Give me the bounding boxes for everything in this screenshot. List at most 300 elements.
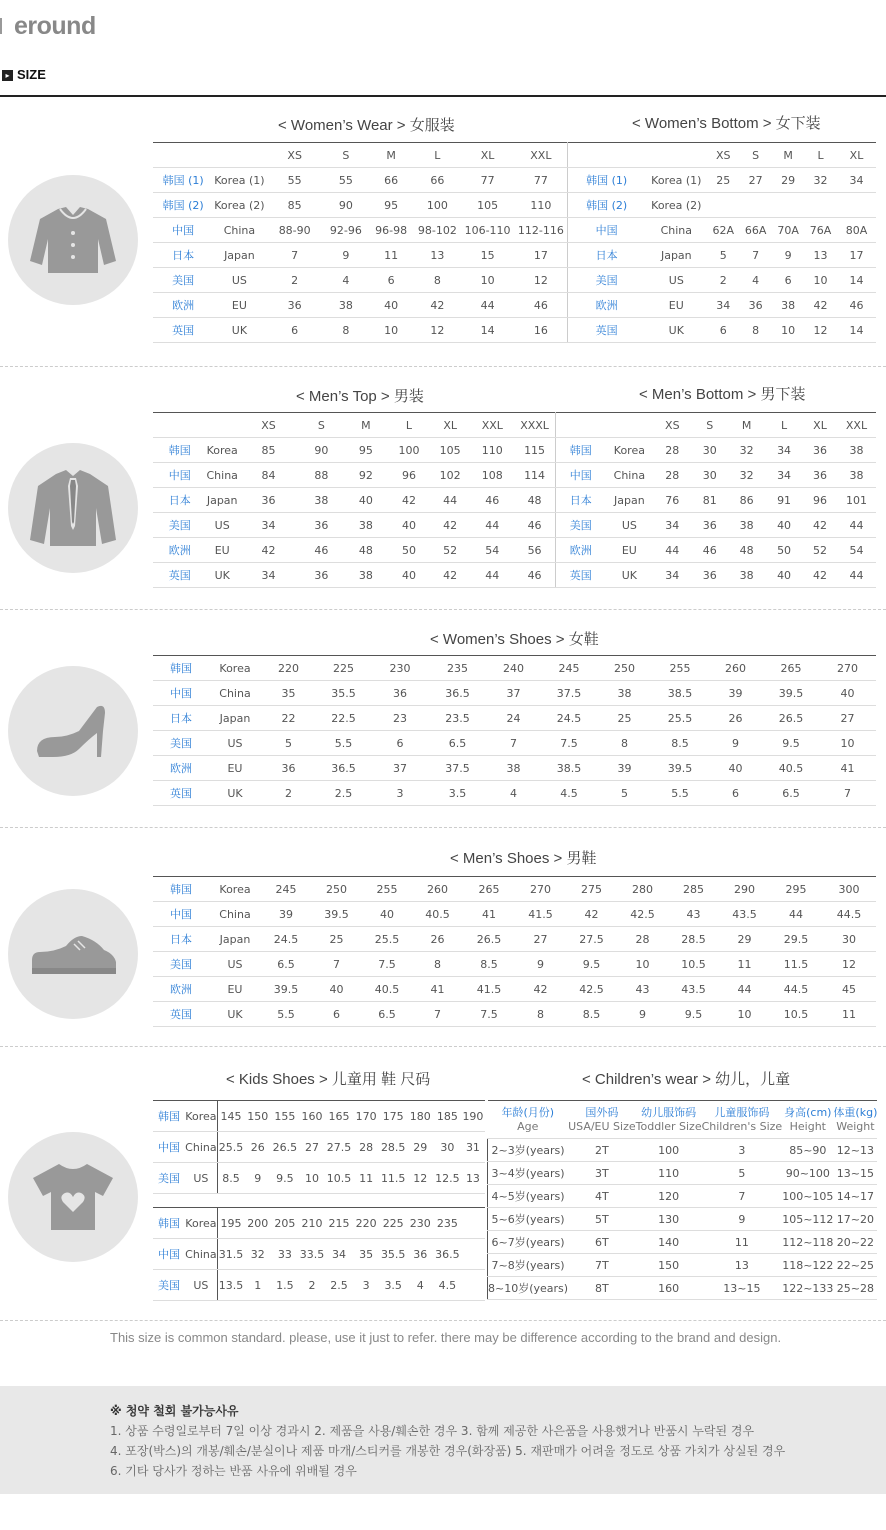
column-header-cn: 国外码 [585,1105,619,1119]
size-value: 44.5 [822,902,876,927]
column-header-cn: 幼儿服饰码 [641,1105,697,1119]
country-cn-label: 欧洲 [153,293,213,318]
size-value: 96 [388,463,430,488]
size-value: 270 [819,656,876,681]
size-value: 220 [261,656,316,681]
size-value: 215 [326,1208,353,1239]
size-value: 37.5 [541,681,597,706]
size-value: 17~20 [833,1208,877,1231]
column-header: XS [707,143,739,168]
size-value: 40 [388,513,430,538]
size-value: 52 [430,538,471,563]
size-value: 27.5 [326,1132,353,1163]
childrens-wear-title: < Children’s wear > 幼儿，儿童 [582,1071,791,1088]
column-header: M [368,143,414,168]
size-value: 44 [430,488,471,513]
country-en-label: Japan [213,243,265,268]
size-value: 235 [434,1208,461,1239]
size-value: 36 [803,463,837,488]
size-value: 275 [566,877,617,902]
country-cn-label: 美国 [153,1163,185,1194]
country-cn-label: 日本 [568,243,646,268]
mens-shoes-title: < Men’s Shoes > 男鞋 [450,850,597,867]
size-value: 44 [837,513,876,538]
country-en-label: EU [209,977,261,1002]
size-value: 34 [238,513,299,538]
size-value: 9 [702,1208,783,1231]
size-value: 28 [653,438,691,463]
country-en-label: EU [605,538,653,563]
size-value: 110 [515,193,567,218]
size-value: 160 [298,1101,325,1132]
country-en-label: US [185,1270,217,1301]
size-value: 2 [298,1270,325,1301]
size-value: 40 [765,513,803,538]
size-value: 40 [819,681,876,706]
size-value: 48 [344,538,389,563]
size-value: 10 [368,318,414,343]
size-value: 25 [311,927,362,952]
size-value: 8.5 [463,952,515,977]
table-row [556,438,877,463]
size-value: 38 [597,681,652,706]
column-header: S [299,413,344,438]
column-header: XS [266,143,324,168]
size-value: 35.5 [316,681,371,706]
size-value: 36 [407,1239,434,1270]
size-value: 6 [707,318,739,343]
size-value: 34 [765,463,803,488]
size-value: 41.5 [515,902,566,927]
size-value: 36.5 [429,681,486,706]
size-value: 3.5 [380,1270,407,1301]
size-value: 90 [299,438,344,463]
size-value [739,193,772,218]
country-en-label: China [209,681,261,706]
size-value: 7 [819,781,876,806]
size-value: 130 [636,1208,702,1231]
size-value: 7 [311,952,362,977]
size-value: 12.5 [434,1163,461,1194]
column-header [153,413,206,438]
size-value: 7.5 [541,731,597,756]
country-en-label: UK [209,781,261,806]
size-value: 43.5 [719,902,770,927]
table-row [488,1208,878,1231]
size-value: 108 [470,463,514,488]
size-value: 24 [486,706,541,731]
size-value: 280 [617,877,668,902]
size-value: 96 [803,488,837,513]
womens-wear-table [153,142,567,343]
column-header [702,1101,783,1139]
size-value: 33 [271,1239,298,1270]
size-value: 7T [568,1254,636,1277]
column-header: L [765,413,803,438]
size-value: 27 [515,927,566,952]
size-value: 10.5 [668,952,719,977]
size-value: 40 [388,563,430,588]
size-value: 120 [636,1185,702,1208]
size-value: 10 [772,318,804,343]
column-header [213,143,265,168]
size-value: 2 [261,781,316,806]
size-value: 42 [430,563,471,588]
footer-line: 6. 기타 당사가 정하는 반품 사유에 위배될 경우 [110,1464,357,1478]
size-value: 25.5 [362,927,412,952]
size-value: 10 [819,731,876,756]
size-value: 29 [772,168,804,193]
size-value: 100 [636,1139,702,1162]
size-value: 7 [412,1002,463,1027]
size-value: 2 [266,268,324,293]
size-value: 28 [353,1132,380,1163]
size-value: 36 [739,293,772,318]
size-value: 6 [368,268,414,293]
size-value: 44 [719,977,770,1002]
size-value: 250 [597,656,652,681]
size-value: 50 [388,538,430,563]
size-value: 5 [702,1162,783,1185]
size-value: 34 [326,1239,353,1270]
size-value: 90~100 [782,1162,833,1185]
table-row [153,681,876,706]
size-value: 118~122 [782,1254,833,1277]
size-value: 5.5 [316,731,371,756]
country-cn-label: 韩国 [153,1208,185,1239]
size-value: 115 [514,438,555,463]
size-value: 85 [266,193,324,218]
size-value: 76 [653,488,691,513]
size-value: 81 [691,488,728,513]
size-value [461,1270,485,1301]
size-value: 38 [728,513,765,538]
country-cn-label: 美国 [153,1270,185,1301]
size-value: 37.5 [429,756,486,781]
size-value: 105~112 [782,1208,833,1231]
size-value: 22.5 [316,706,371,731]
size-value: 225 [380,1208,407,1239]
size-value: 38 [772,293,804,318]
size-value: 11 [822,1002,876,1027]
size-value: 41 [412,977,463,1002]
size-value: 114 [514,463,555,488]
size-value: 2 [707,268,739,293]
size-value: 32 [728,438,765,463]
country-en-label: US [213,268,265,293]
size-value: 170 [353,1101,380,1132]
size-value: 295 [770,877,822,902]
size-value: 25~28 [833,1277,877,1300]
size-value: 6 [311,1002,362,1027]
size-value: 106-110 [460,218,514,243]
table-row [488,1139,878,1162]
size-value: 27 [819,706,876,731]
size-value: 46 [299,538,344,563]
size-value: 265 [763,656,819,681]
size-value: 3.5 [429,781,486,806]
country-en-label: Japan [645,243,707,268]
table-spacer-row [153,1194,485,1208]
size-value: 7 [486,731,541,756]
size-value: 44 [470,513,514,538]
column-header: L [414,143,460,168]
table-row [568,193,877,218]
size-value: 4 [324,268,368,293]
age-label: 8~10岁(years) [488,1277,569,1300]
size-value: 28.5 [668,927,719,952]
column-header-cn: 儿童服饰码 [714,1105,770,1119]
size-value: 6.5 [429,731,486,756]
size-value: 20~22 [833,1231,877,1254]
size-value: 28.5 [380,1132,407,1163]
size-value: 22 [261,706,316,731]
country-cn-label: 中国 [153,463,206,488]
size-value: 35.5 [380,1239,407,1270]
table-row [556,563,877,588]
country-cn-label: 英国 [153,318,213,343]
size-value: 29 [407,1132,434,1163]
country-en-label: Japan [209,706,261,731]
country-cn-label: 韩国 [153,438,206,463]
size-value: 88-90 [266,218,324,243]
size-value: 40 [362,902,412,927]
table-row [153,218,567,243]
logo-divider [0,18,2,34]
size-value: 14~17 [833,1185,877,1208]
size-value: 37 [486,681,541,706]
size-value: 150 [244,1101,271,1132]
country-cn-label: 欧洲 [556,538,606,563]
size-value: 6 [371,731,429,756]
table-header-row [556,413,877,438]
column-header [568,1101,636,1139]
table-row [153,538,555,563]
table-row [153,1239,485,1270]
age-label: 6~7岁(years) [488,1231,569,1254]
country-cn-label: 中国 [153,1132,185,1163]
column-header [645,143,707,168]
size-value: 105 [460,193,514,218]
column-header: XS [238,413,299,438]
column-header: M [772,143,804,168]
size-value: 42 [238,538,299,563]
size-value: 9.5 [668,1002,719,1027]
size-value: 40 [368,293,414,318]
table-row [153,243,567,268]
size-value: 12 [515,268,567,293]
kids-shoes-table [153,1100,485,1301]
size-value: 5.5 [261,1002,311,1027]
size-value: 17 [515,243,567,268]
column-header-en: Children's Size [701,1119,783,1133]
size-section-header [0,66,886,97]
country-en-label: US [209,731,261,756]
size-value: 3 [353,1270,380,1301]
country-en-label: Korea (2) [213,193,265,218]
size-value: 8.5 [652,731,708,756]
womens-shoes-title: < Women’s Shoes > 女鞋 [430,631,599,648]
size-value: 1.5 [271,1270,298,1301]
country-en-label: China [605,463,653,488]
size-value: 38 [728,563,765,588]
shoe-icon [8,889,138,1019]
age-label: 2~3岁(years) [488,1139,569,1162]
size-value: 11 [353,1163,380,1194]
size-value: 13 [461,1163,485,1194]
column-header: M [728,413,765,438]
size-value: 25.5 [652,706,708,731]
size-value: 6T [568,1231,636,1254]
mens-bottom-table [555,412,876,588]
size-value: 9 [708,731,763,756]
size-value: 33.5 [298,1239,325,1270]
mens-top-title: < Men’s Top > 男装 [296,388,424,405]
size-value: 255 [362,877,412,902]
size-value: 66 [368,168,414,193]
size-value: 39.5 [652,756,708,781]
size-value: 46 [691,538,728,563]
size-value: 8 [412,952,463,977]
size-value: 5.5 [652,781,708,806]
size-value: 8 [515,1002,566,1027]
size-value: 32 [804,168,837,193]
size-value: 25.5 [217,1132,244,1163]
country-en-label: Korea [209,656,261,681]
size-value: 8.5 [217,1163,244,1194]
size-value: 44 [837,563,876,588]
size-value: 62A [707,218,739,243]
section-label: SIZE [17,67,46,82]
column-header: XL [837,143,876,168]
size-value: 13 [702,1254,783,1277]
country-en-label: US [185,1163,217,1194]
arrow-icon: ▸ [2,70,13,81]
column-header: XL [430,413,471,438]
size-value: 15 [460,243,514,268]
size-value: 38 [344,563,389,588]
size-value: 6.5 [763,781,819,806]
size-value: 39.5 [763,681,819,706]
size-value: 8 [414,268,460,293]
size-value: 46 [515,293,567,318]
country-cn-label: 韩国 (1) [568,168,646,193]
size-value: 27 [298,1132,325,1163]
footer-title: ※ 청약 철회 불가능사유 [110,1404,239,1418]
size-value: 98-102 [414,218,460,243]
table-row [153,438,555,463]
size-value: 8 [324,318,368,343]
size-value: 95 [368,193,414,218]
country-cn-label: 中国 [153,1239,185,1270]
size-value: 84 [238,463,299,488]
age-label: 4~5岁(years) [488,1185,569,1208]
size-value: 12 [822,952,876,977]
size-value: 9 [515,952,566,977]
country-en-label: China [185,1132,217,1163]
table-row [153,268,567,293]
size-value: 13 [414,243,460,268]
size-value: 26.5 [763,706,819,731]
size-value: 45 [822,977,876,1002]
size-value: 76A [804,218,837,243]
size-value: 42 [430,513,471,538]
size-value: 4T [568,1185,636,1208]
size-value: 255 [652,656,708,681]
size-value: 36 [691,563,728,588]
country-cn-label: 韩国 (1) [153,168,213,193]
spacer-cell [153,1194,485,1208]
country-cn-label: 美国 [153,731,209,756]
country-en-label: Japan [206,488,237,513]
size-value: 40.5 [763,756,819,781]
size-value: 39 [708,681,763,706]
size-value: 85~90 [782,1139,833,1162]
size-value [772,193,804,218]
size-value: 175 [380,1101,407,1132]
size-value: 265 [463,877,515,902]
country-en-label: UK [645,318,707,343]
size-value: 14 [460,318,514,343]
size-value: 12 [804,318,837,343]
size-value: 39 [597,756,652,781]
womens-bottom-title: < Women’s Bottom > 女下装 [632,115,821,132]
size-value: 2T [568,1139,636,1162]
high-heel-icon [8,666,138,796]
table-row [568,318,877,343]
column-header: XXL [837,413,876,438]
size-value: 30 [822,927,876,952]
country-en-label: Japan [605,488,653,513]
size-value: 36.5 [434,1239,461,1270]
size-value: 10 [460,268,514,293]
table-row [153,977,876,1002]
size-value: 40.5 [362,977,412,1002]
country-cn-label: 中国 [556,463,606,488]
size-value: 42 [388,488,430,513]
size-value: 40 [344,488,389,513]
table-row [556,538,877,563]
size-value: 100 [414,193,460,218]
country-cn-label: 韩国 [153,656,209,681]
country-cn-label: 欧洲 [153,977,209,1002]
size-value: 85 [238,438,299,463]
country-en-label: US [605,513,653,538]
table-row [568,218,877,243]
column-header: XXL [470,413,514,438]
table-row [153,731,876,756]
column-header: XS [653,413,691,438]
table-row [488,1185,878,1208]
size-value: 34 [837,168,876,193]
size-value: 36 [371,681,429,706]
column-header: XXL [515,143,567,168]
country-cn-label: 韩国 [153,1101,185,1132]
size-value: 8 [597,731,652,756]
size-value: 38 [299,488,344,513]
size-value: 27 [739,168,772,193]
footer-line: 1. 상품 수령일로부터 7일 이상 경과시 2. 제품을 사용/훼손한 경우 3. 함께 제공한 사은품을 사용했거나 반품시 누락된 경우 [110,1424,755,1438]
country-en-label: Japan [209,927,261,952]
table-row [556,463,877,488]
column-header [782,1101,833,1139]
size-value: 10.5 [326,1163,353,1194]
column-header-en: Age [517,1119,539,1133]
size-value: 42 [515,977,566,1002]
column-header: XL [460,143,514,168]
table-row [153,193,567,218]
size-value: 39.5 [311,902,362,927]
